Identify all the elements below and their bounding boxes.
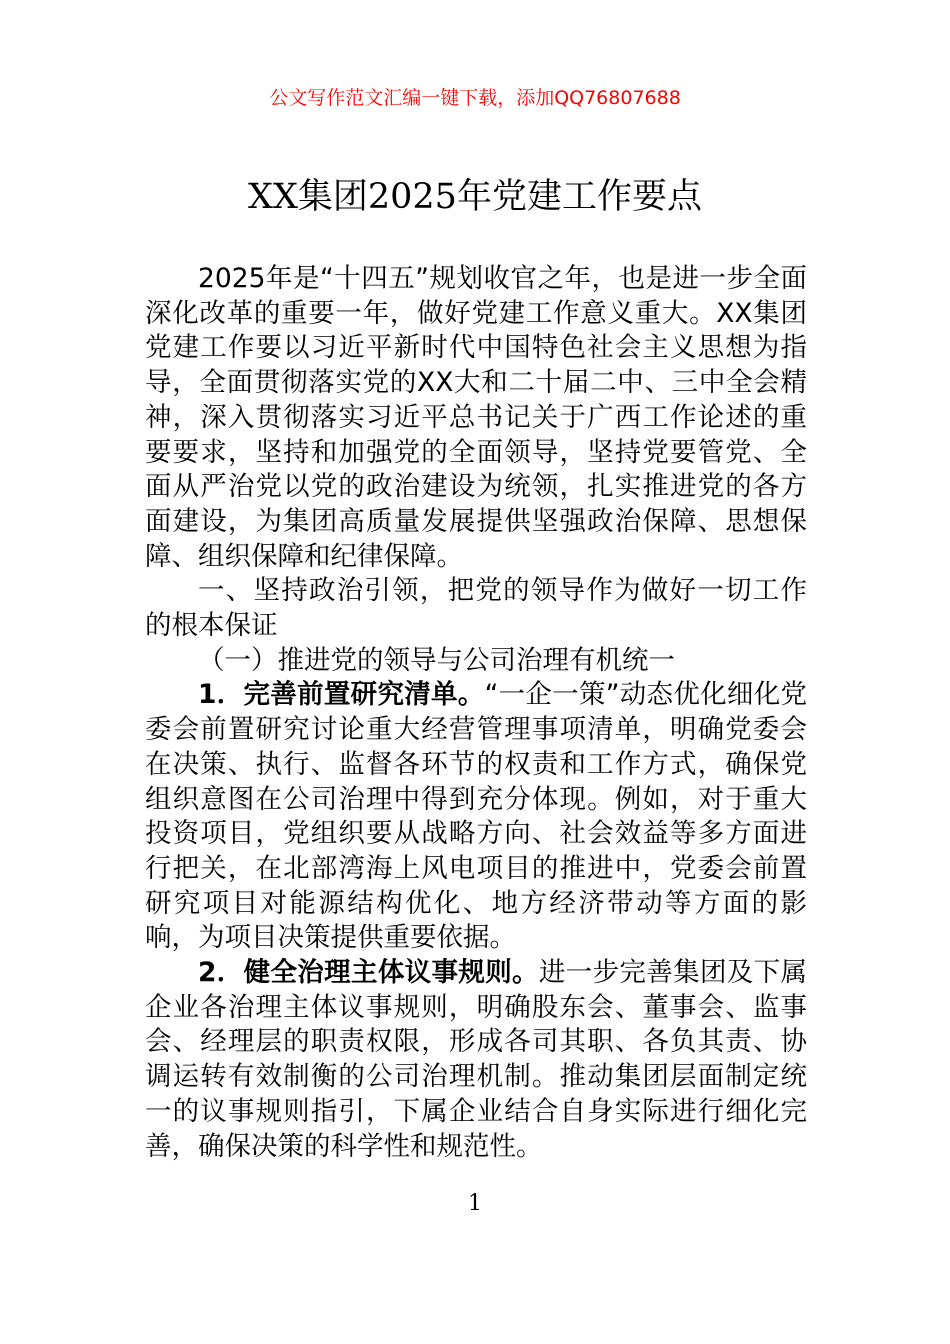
item-paragraph-2	[145, 956, 807, 1164]
subsection-heading: （一）推进党的领导与公司治理有机统一	[198, 644, 675, 676]
document-title: XX集团2025年党建工作要点	[248, 177, 702, 217]
item-paragraph-1	[145, 678, 807, 956]
item-body-1: “一企一策”动态优化细化党委会前置研究讨论重大经营管理事项清单，明确党委会在决策、执行、监督各环节的权责和工作方式，确保党组织意图在公司治理中得到充分体现。例如，对于重大投资项目，党组织要从战略方向、社会效益等多方面进行把关，在北部湾海上风电项目的推进中，党委会前置研究项目对能源结构优化、地方经济带动等方面的影响，为项目决策提供重要依据。	[145, 679, 807, 954]
section-heading: 一、坚持政治引领，把党的领导作为做好一切工作的根本保证	[145, 575, 807, 642]
intro-paragraph: 2025年是“十四五”规划收官之年，也是进一步全面深化改革的重要一年，做好党建工作意义重大。XX集团党建工作要以习近平新时代中国特色社会主义思想为指导，全面贯彻落实党的XX大和二十届二中、三中全会精神，深入贯彻落实习近平总书记关于广西工作论述的重要要求，坚持和加强党的全面领导，坚持党要管党、全面从严治党以党的政治建设为统领，扎实推进党的各方面建设，为集团高质量发展提供坚强政治保障、思想保障、组织保障和纪律保障。	[145, 263, 807, 572]
download-banner: 公文写作范文汇编一键下载，添加QQ76807688	[269, 87, 681, 109]
item-title-1: 1．完善前置研究清单。	[198, 679, 485, 711]
page-number: 1	[468, 1191, 482, 1216]
document-body	[145, 262, 807, 1164]
item-body-2: 进一步完善集团及下属企业各治理主体议事规则，明确股东会、董事会、监事会、经理层的职责权限，形成各司其职、各负其责、协调运转有效制衡的公司治理机制。推动集团层面制定统一的议事规则指引，下属企业结合自身实际进行细化完善，确保决策的科学性和规范性。	[145, 957, 807, 1162]
item-title-2: 2．健全治理主体议事规则。	[198, 957, 539, 989]
